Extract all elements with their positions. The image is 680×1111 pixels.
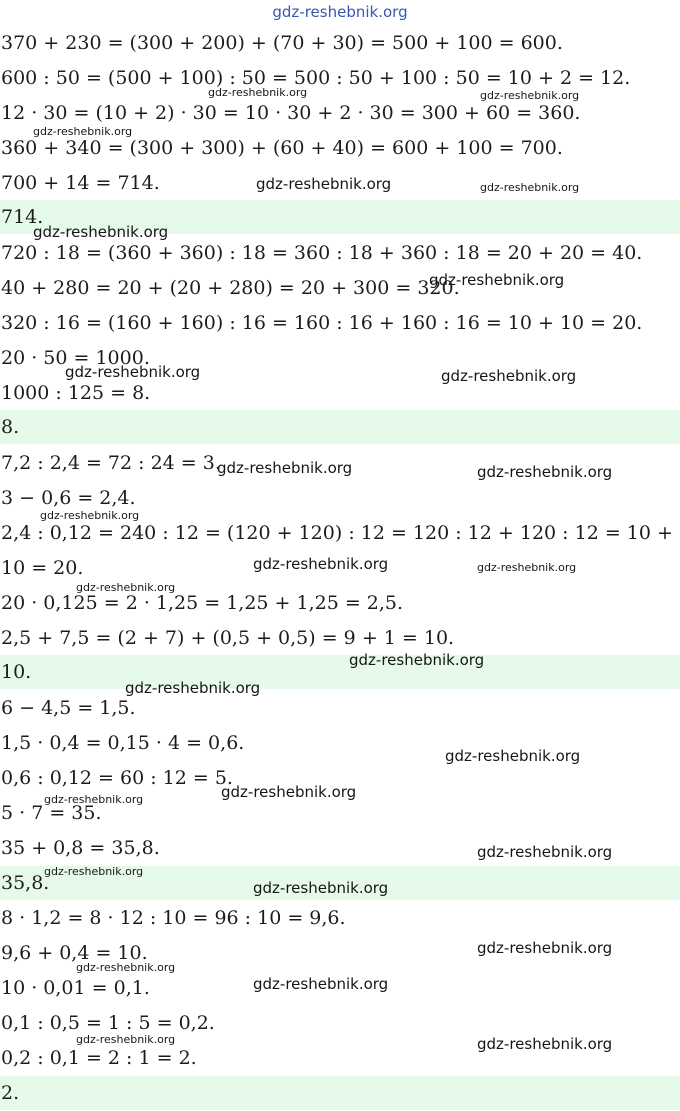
equation-line: 7,2 : 2,4 = 72 : 24 = 3. [1, 452, 221, 474]
equation-line: 5 · 7 = 35. [1, 802, 102, 824]
watermark: gdz-reshebnik.org [76, 581, 176, 594]
watermark: gdz-reshebnik.org [349, 651, 485, 669]
equation-line: 6 − 4,5 = 1,5. [1, 697, 136, 719]
equation-line: 600 : 50 = (500 + 100) : 50 = 500 : 50 + 100 : 50 = 10 + 2 = 12. [1, 67, 631, 89]
watermark: gdz-reshebnik.org [40, 509, 140, 522]
equation-line: 2,5 + 7,5 = (2 + 7) + (0,5 + 0,5) = 9 + 1 = 10. [1, 627, 455, 649]
watermark: gdz-reshebnik.org [76, 961, 176, 974]
watermark: gdz-reshebnik.org [441, 367, 577, 385]
equation-line: 3 − 0,6 = 2,4. [1, 487, 136, 509]
watermark: gdz-reshebnik.org [480, 89, 580, 102]
equation-line: 360 + 340 = (300 + 300) + (60 + 40) = 600 + 100 = 700. [1, 137, 563, 159]
watermark: gdz-reshebnik.org [445, 747, 581, 765]
watermark: gdz-reshebnik.org [477, 939, 613, 957]
watermark: gdz-reshebnik.org [33, 125, 133, 138]
watermark: gdz-reshebnik.org [253, 555, 389, 573]
equation-line: 2,4 : 0,12 = 240 : 12 = (120 + 120) : 12 = 120 : 12 + 120 : 12 = 10 + [1, 522, 673, 544]
equation-line: 0,1 : 0,5 = 1 : 5 = 0,2. [1, 1012, 215, 1034]
watermark: gdz-reshebnik.org [477, 561, 577, 574]
answer-row: 714. [0, 200, 680, 234]
answer-row: 8. [0, 410, 680, 444]
watermark: gdz-reshebnik.org [253, 879, 389, 897]
equation-line: 720 : 18 = (360 + 360) : 18 = 360 : 18 + 360 : 18 = 20 + 20 = 40. [1, 242, 643, 264]
equation-line: 1,5 · 0,4 = 0,15 · 4 = 0,6. [1, 732, 245, 754]
watermark: gdz-reshebnik.org [429, 271, 565, 289]
equation-line: 9,6 + 0,4 = 10. [1, 942, 148, 964]
equation-line: 0,2 : 0,1 = 2 : 1 = 2. [1, 1047, 197, 1069]
watermark: gdz-reshebnik.org [477, 843, 613, 861]
answer-row: 10. [0, 655, 680, 689]
equation-line: 370 + 230 = (300 + 200) + (70 + 30) = 500 + 100 = 600. [1, 32, 563, 54]
watermark: gdz-reshebnik.org [256, 175, 392, 193]
watermark: gdz-reshebnik.org [33, 223, 169, 241]
equation-line: 1000 : 125 = 8. [1, 382, 151, 404]
equation-line: 20 · 0,125 = 2 · 1,25 = 1,25 + 1,25 = 2,5. [1, 592, 404, 614]
watermark: gdz-reshebnik.org [44, 793, 144, 806]
equation-line: 35 + 0,8 = 35,8. [1, 837, 160, 859]
equation-line: 40 + 280 = 20 + (20 + 280) = 20 + 300 = 320. [1, 277, 460, 299]
watermark: gdz-reshebnik.org [477, 1035, 613, 1053]
watermark: gdz-reshebnik.org [253, 975, 389, 993]
equation-line: 0,6 : 0,12 = 60 : 12 = 5. [1, 767, 233, 789]
answer-row: 35,8. [0, 866, 680, 900]
site-header-watermark: gdz-reshebnik.org [272, 3, 408, 21]
equation-line: 10 = 20. [1, 557, 84, 579]
watermark: gdz-reshebnik.org [44, 865, 144, 878]
watermark: gdz-reshebnik.org [477, 463, 613, 481]
watermark: gdz-reshebnik.org [65, 363, 201, 381]
watermark: gdz-reshebnik.org [221, 783, 357, 801]
answer-row: 2. [0, 1076, 680, 1110]
equation-line: 8 · 1,2 = 8 · 12 : 10 = 96 : 10 = 9,6. [1, 907, 346, 929]
equation-line: 10 · 0,01 = 0,1. [1, 977, 150, 999]
watermark: gdz-reshebnik.org [76, 1033, 176, 1046]
watermark: gdz-reshebnik.org [208, 86, 308, 99]
equation-line: 700 + 14 = 714. [1, 172, 160, 194]
equation-line: 320 : 16 = (160 + 160) : 16 = 160 : 16 + 160 : 16 = 10 + 10 = 20. [1, 312, 643, 334]
watermark: gdz-reshebnik.org [217, 459, 353, 477]
watermark: gdz-reshebnik.org [480, 181, 580, 194]
equation-line: 20 · 50 = 1000. [1, 347, 150, 369]
watermark: gdz-reshebnik.org [125, 679, 261, 697]
equation-line: 12 · 30 = (10 + 2) · 30 = 10 · 30 + 2 · 30 = 300 + 60 = 360. [1, 102, 581, 124]
